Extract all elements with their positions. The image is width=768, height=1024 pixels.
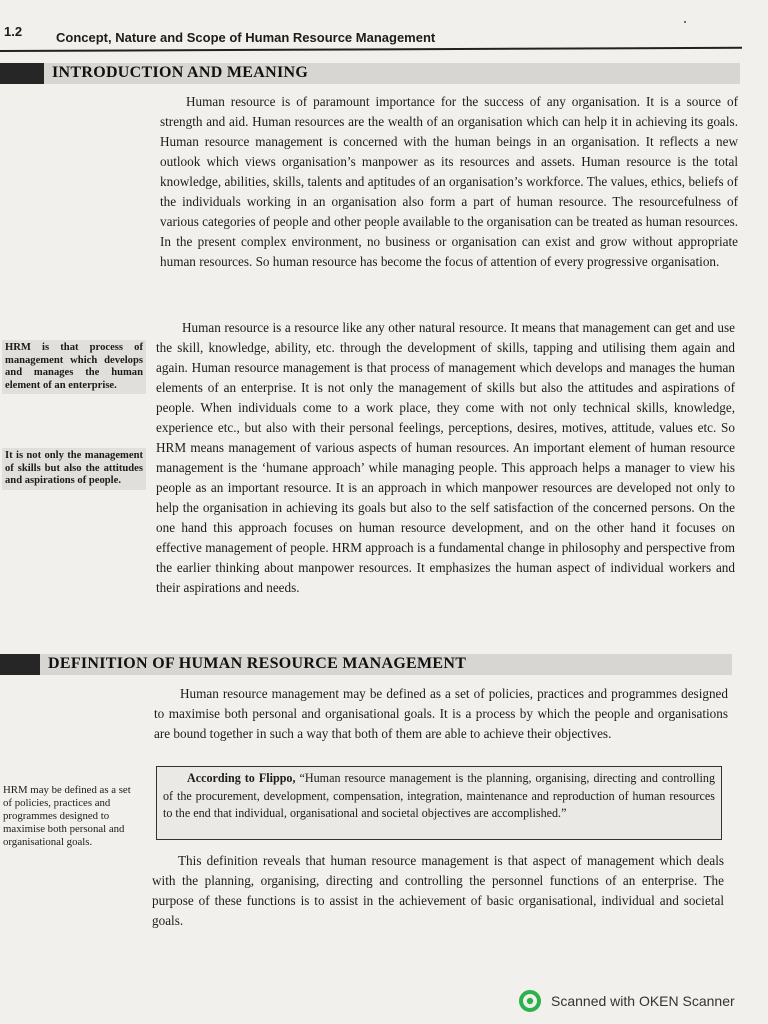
intro-paragraph-1: Human resource is of paramount importance for the success of any organisation. It is a source of strength and aid. Human resources are the wealth of an organisation which can help it in achieving its goals. Human resource management is concerned with the human beings in an organisation. It reflects a new outlook which views organisation’s manpower as its resources and assets. Human resource is the total knowledge, abilities, skills, talents and aptitudes of an organisation’s workforce. The values, ethics, beliefs of the individuals working in an organisation also form a part of human resource. The resourcefulness of various categories of people and other people available to the organisation can be treated as human resources. In the present complex environment, no business or organisation can exist and grow without appropriate human resources. So human resource has become the focus of attention of every progressive organisation. <box>160 94 738 269</box>
definition-paragraph: Human resource management may be defined as a set of policies, practices and programmes designed to maximise both personal and organisational goals. It is a process by which the people and organisations are bound together in such a way that both of them are able to achieve their objectives. <box>154 686 728 741</box>
scanner-watermark <box>518 989 735 1013</box>
quote-attribution: According to Flippo, <box>187 771 296 785</box>
flippo-quote-box <box>156 766 722 840</box>
heading-marker <box>0 63 44 84</box>
margin-note-skills-attitudes: It is not only the management of skills but also the attitudes and aspirations of people. <box>2 448 146 490</box>
margin-note-hrm-process: HRM is that process of management which develops and manages the human element of an enterprise. <box>2 340 146 394</box>
quote-text: “Human resource management is the planning, organising, directing and controlling of the procurement, development, compensation, integration, maintenance and reproduction of human resources to the end that individual, organisational and societal objectives are accomplished.” <box>163 771 715 820</box>
speck <box>684 21 686 23</box>
intro-heading: INTRODUCTION AND MEANING <box>52 64 309 81</box>
intro-paragraph-2: Human resource is a resource like any other natural resource. It means that management can get and use the skill, knowledge, ability, etc. through the development of skills, tapping and utilising them again and again. Human resource management is that process of management which develops and manages the human elements of an enterprise. It is not only the management of skills but also the attitudes and aspirations of people. When individuals come to a work place, they come with not only technical skills, knowledge, experience etc., but also with their personal feelings, perceptions, desires, motives, attitude, values etc. So HRM means management of various aspects of human resources. An important element of human resource management is the ‘humane approach’ while managing people. This approach helps a manager to view his people as an important resource. It is an approach in which manpower resources are developed not only to help the organisation in achieving its goals but also to the self satisfaction of the concerned persons. On the one hand this approach focuses on human resource development, and on the other hand it focuses on effective management of people. HRM approach is a fundamental change in philosophy and perspective from the earlier thinking about manpower resources. It emphasizes the human aspect of individual workers and their aspirations and needs. <box>156 320 735 595</box>
definition-heading-band <box>0 654 732 675</box>
intro-heading-band <box>0 63 740 84</box>
definition-explanation-paragraph: This definition reveals that human resource management is that aspect of management which deals with the planning, organising, directing and controlling the personnel functions of an enterprise. The purpose of these functions is to assist in the achievement of basic organisational, individual and societal goals. <box>152 853 724 928</box>
running-title: Concept, Nature and Scope of Human Resource Management <box>56 30 436 45</box>
page-number: 1.2 <box>4 24 23 39</box>
heading-marker <box>0 654 40 675</box>
margin-note-definition: HRM may be defined as a set of policies, practices and programmes designed to maximise both personal and organisational goals. <box>3 784 131 848</box>
oken-scanner-logo-icon <box>518 989 542 1013</box>
scanner-text: Scanned with OKEN Scanner <box>551 993 735 1009</box>
header-rule <box>0 47 742 52</box>
definition-heading: DEFINITION OF HUMAN RESOURCE MANAGEMENT <box>48 655 467 672</box>
